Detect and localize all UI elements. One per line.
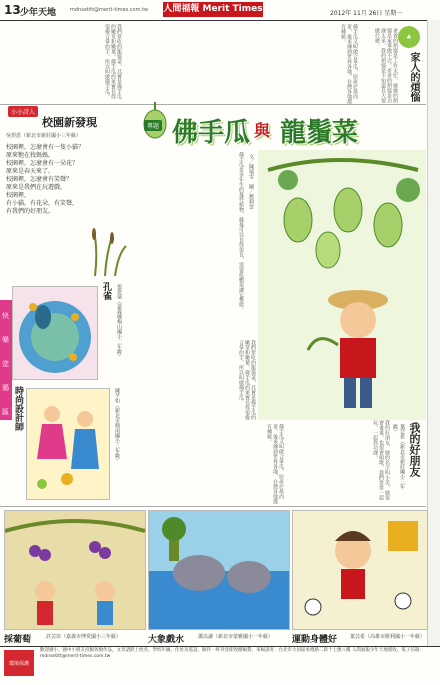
poem-line: 原來牠在找媽媽。 <box>6 152 55 159</box>
poem-line: 有我們的好朋友。 <box>6 208 55 215</box>
footer-badge: 環境保護 <box>4 650 34 676</box>
poem-school-title: 校園新發現 <box>42 116 97 129</box>
poem-school-author: 吳煜恩（新北市新莊國小三年級） <box>6 133 82 139</box>
contact-url: mdnsetitt@merit-times.com.tw <box>70 7 149 13</box>
right-edge-strip <box>427 20 440 646</box>
title-part-a: 佛手瓜 <box>172 118 251 148</box>
gallery-image-grapes <box>4 510 146 630</box>
chayote-illustration <box>258 150 426 420</box>
masthead: 人間福報 Merit Times <box>163 2 263 17</box>
poem-family-title: 家人的煩惱 <box>408 52 419 102</box>
divider <box>0 104 426 105</box>
article-body-lower: 我們常吃的龍鬚菜，其實是佛手瓜的嫩莖和嫩葉。佛手瓜的果實長得很像合掌的手，所以叫做佛手瓜。 <box>238 340 256 420</box>
poem-decoration-icon: ♣ <box>398 26 420 48</box>
gallery-credit-elephants: 蕭以讓（新北市蒙雅國小一年級） <box>198 634 274 640</box>
strip-char: 樂 <box>2 336 9 344</box>
poem-family-text: 爸爸的煩惱是工作太忙，媽媽的煩惱是家事做不完，哥哥的煩惱是功課太多，我的煩惱是不知道長大要做什麼。 <box>374 28 398 103</box>
poem-family-block <box>362 24 424 108</box>
art-section-label <box>2 304 9 424</box>
section-name: 少年天地 <box>20 8 57 18</box>
poem-line: 校園裡， <box>6 192 31 199</box>
peacock-credit: 張恩瑞（嘉義縣梅山國小二年級） <box>116 284 122 359</box>
poem-line: 校園裡，怎麼會有一隻小貓？ <box>6 144 85 151</box>
poem-line: 校園裡，怎麼會有笑聲？ <box>6 176 73 183</box>
fashion-image <box>26 388 110 500</box>
poem-friend-title: 我的好朋友 <box>408 422 421 477</box>
article-byline: 文／陳瑞雪 圖／舊莉雲 <box>248 154 254 209</box>
poem-school-lines <box>6 144 120 216</box>
peacock-title: 孔雀 <box>101 282 111 300</box>
fashion-art-block <box>12 384 130 502</box>
peacock-image <box>12 286 98 380</box>
gallery-title-grapes: 採葡萄 <box>4 635 32 645</box>
divider <box>0 506 426 507</box>
gallery-title-elephants: 大象戲水 <box>148 635 185 645</box>
poem-line: 原來是春天來了。 <box>6 168 55 175</box>
peacock-art-block <box>12 280 130 380</box>
grass-illustration <box>90 226 130 276</box>
article-text-top-middle: 佛手瓜又叫做合掌瓜，原產於墨西哥，後來傳到世界各地，台灣各地都有種植。 <box>340 24 358 104</box>
title-part-b: 龍鬚菜 <box>280 118 359 148</box>
poem-friend-text: 我的好朋友，她的名字叫小美，她很會畫畫，也很會唱歌，我們常常一起玩，一起寫功課。 <box>372 420 390 500</box>
article-text-top-left: 我們常吃的龍鬚菜，其實是佛手瓜的嫩莖和嫩葉。佛手瓜的果實長得很像合掌的手，所以叫做佛手瓜。 <box>104 24 122 99</box>
poem-line: 原來是我們在玩遊戲。 <box>6 184 67 191</box>
article-tag: 專題 <box>144 120 162 131</box>
main-article-title <box>142 110 412 150</box>
gallery-credit-grapes: 許芸瑄（嘉義市博愛國小三年級） <box>46 634 122 640</box>
article-body-bottom: 佛手瓜又叫做合掌瓜，原產於墨西哥，後來傳到世界各地，台灣各地都有種植。 <box>266 424 284 504</box>
poem-line: 校園裡，怎麼會有一朵花？ <box>6 160 79 167</box>
fashion-title: 時尚設計師 <box>13 386 23 431</box>
fashion-credit: 陳芊如（新北市興南國小三年級） <box>114 388 120 463</box>
gallery-title-sports: 運動身體好 <box>292 635 338 645</box>
gallery-credit-sports: 葉芸希（高雄市勝利國小一年級） <box>350 634 426 640</box>
strip-char: 塗 <box>2 360 9 368</box>
strip-char: 鴉 <box>2 384 9 392</box>
poem-friend-block <box>290 420 426 504</box>
issue-date: 2012年 11月 26日 星期一 <box>330 10 403 17</box>
title-connector: 與 <box>254 121 271 140</box>
strip-char: 快 <box>2 312 9 320</box>
article-body-left: 佛手瓜是多年生的蔓性植物，藤蔓可以長得很長，需要搭棚架讓它攀爬。 <box>238 152 244 312</box>
page-number: 13 <box>4 3 21 17</box>
poem-friend-author: 葉芸希（新北市新莊國小三年級） <box>392 424 405 489</box>
strip-char: 區 <box>2 408 9 416</box>
poem-line: 有小貓，有花朵，有笑聲， <box>6 200 79 207</box>
poem-tag: 小小詩人 <box>8 106 38 117</box>
art-section-strip <box>0 300 12 420</box>
gallery-image-elephants <box>148 510 290 630</box>
gallery-image-sports <box>292 510 428 630</box>
footer-text: 歡迎國小、國中小朋友投稿各類作品，文章請附上姓名、學校年級、住址及電話，稿件一經刊登即致贈稿費。來稿請寄：台北市大同區承德路二段十七號八樓 人間福報少年天地版收。電子信箱：mdnsetitt@merit-times.com.tw <box>40 648 424 659</box>
